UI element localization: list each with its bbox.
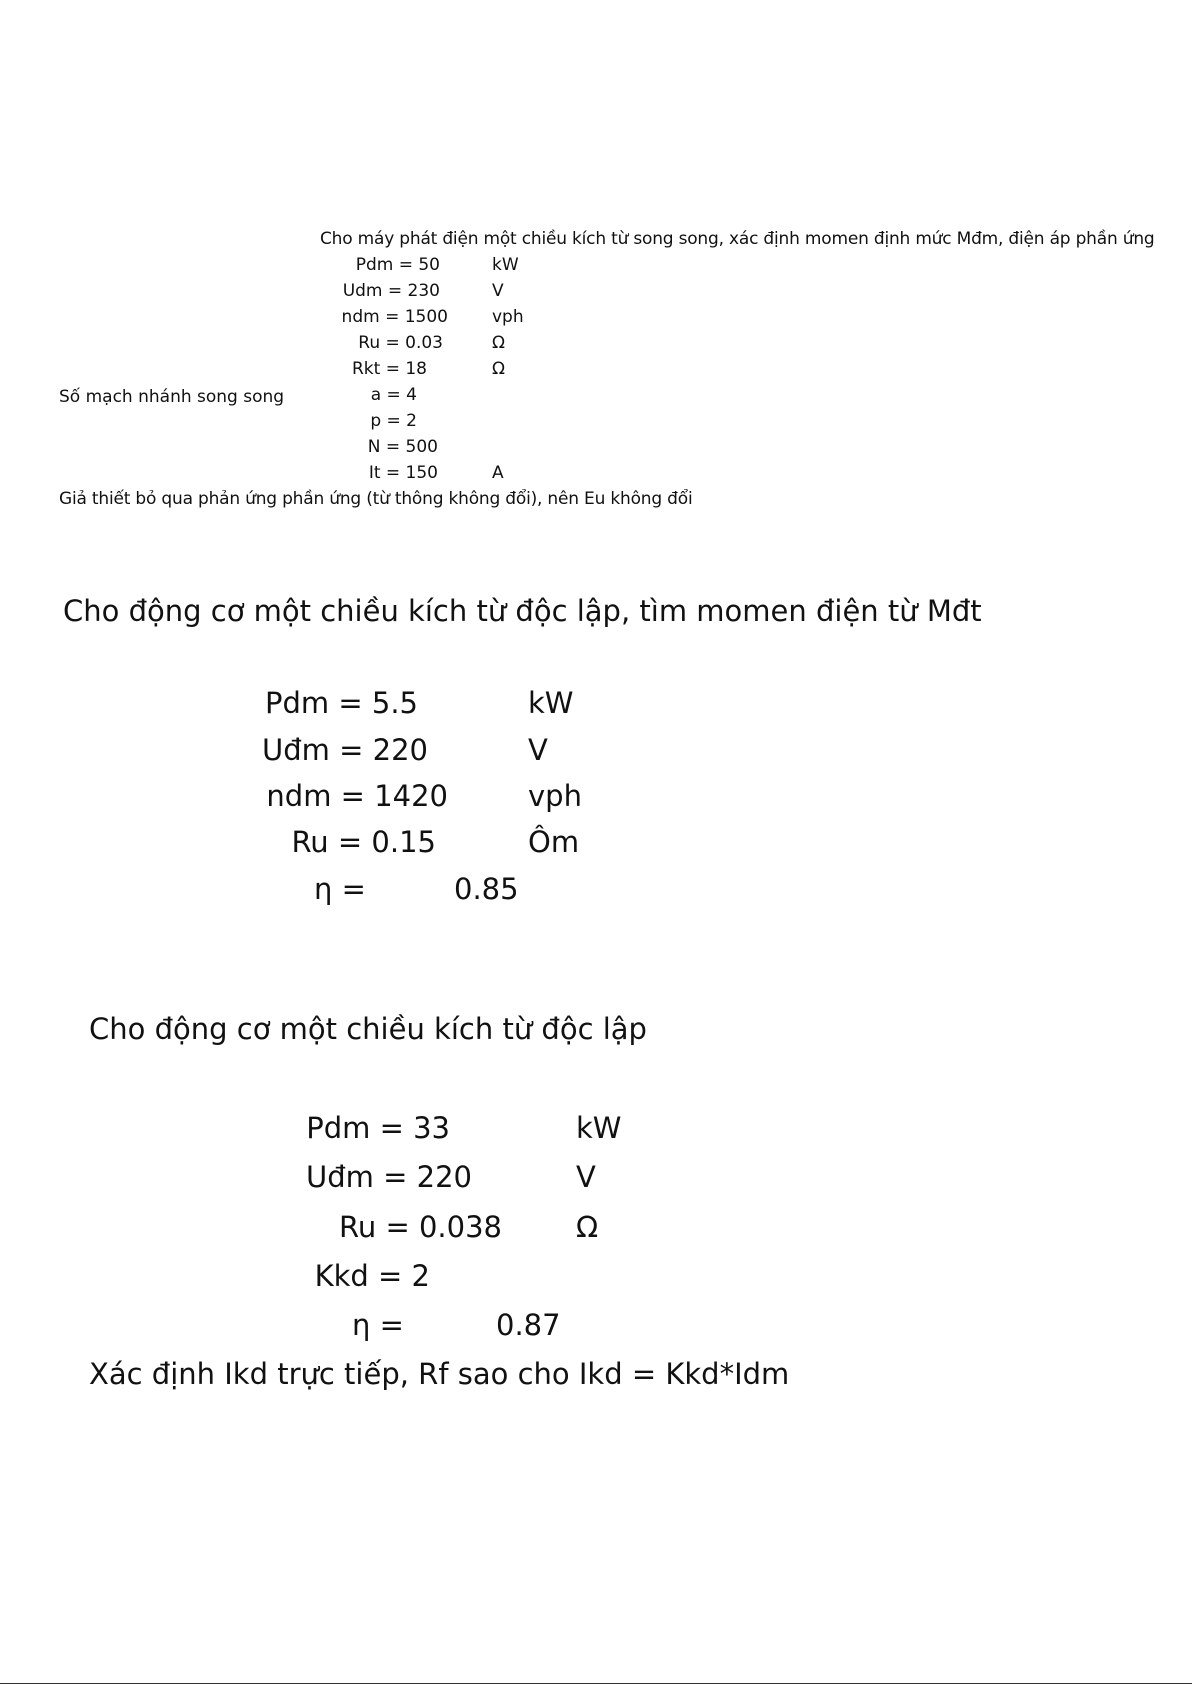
bottom-rule [0,1683,1192,1684]
p3-param-unit: kW [576,1111,622,1145]
p1-param-unit: A [492,463,504,483]
p1-param-unit: Ω [492,359,505,379]
p2-param-expr: ndm = 1420 [266,779,448,813]
problem1-assumption: Giả thiết bỏ qua phản ứng phần ứng (từ thông không đổi), nên Eu không đổi [59,489,693,509]
p1-param-expr: Udm = 230 [342,281,440,301]
p3-param-expr: Pdm = 33 [306,1111,450,1145]
p3-eta-label: η = [352,1308,404,1342]
p1-param-expr: Rkt = 18 [351,359,427,379]
p1-param-unit: vph [492,307,524,327]
problem1-side-note: Số mạch nhánh song song [59,387,285,407]
p3-param-expr: Kkd = 2 [314,1259,430,1293]
p2-param-unit: vph [528,779,582,813]
p1-param-unit: Ω [492,333,505,353]
p3-param-expr: Ru = 0.038 [339,1210,502,1244]
p2-param-unit: kW [528,686,574,720]
p3-param-unit: Ω [576,1210,599,1244]
p2-param-expr: Pdm = 5.5 [264,686,418,720]
p1-param-expr: Ru = 0.03 [358,333,443,353]
p2-param-expr: Ru = 0.15 [291,825,436,859]
p3-eta-value: 0.87 [496,1308,561,1342]
p1-param-expr: It = 150 [368,463,438,483]
p1-param-expr: N = 500 [367,437,438,457]
p1-param-unit: V [492,281,504,301]
p1-param-expr: a = 4 [370,385,417,405]
p2-eta-value: 0.85 [454,872,519,906]
p1-param-unit: kW [492,255,519,275]
p1-param-expr: p = 2 [370,411,417,431]
p3-param-unit: V [576,1160,596,1194]
p2-eta-label: η = [314,872,366,906]
p2-param-unit: Ôm [528,825,580,859]
p2-param-expr: Uđm = 220 [262,733,428,767]
p3-param-expr: Uđm = 220 [306,1160,472,1194]
problem3-question: Xác định Ikd trực tiếp, Rf sao cho Ikd = Kkd*Idm [89,1357,790,1391]
problem1-heading: Cho máy phát điện một chiều kích từ song song, xác định momen định mức Mđm, điện áp phần ứng [320,229,1155,249]
p1-param-expr: ndm = 1500 [341,307,448,327]
problem2-heading: Cho động cơ một chiều kích từ độc lập, tìm momen điện từ Mđt [63,594,982,628]
problem3-heading: Cho động cơ một chiều kích từ độc lập [89,1012,647,1046]
p1-param-expr: Pdm = 50 [355,255,440,275]
p2-param-unit: V [528,733,548,767]
